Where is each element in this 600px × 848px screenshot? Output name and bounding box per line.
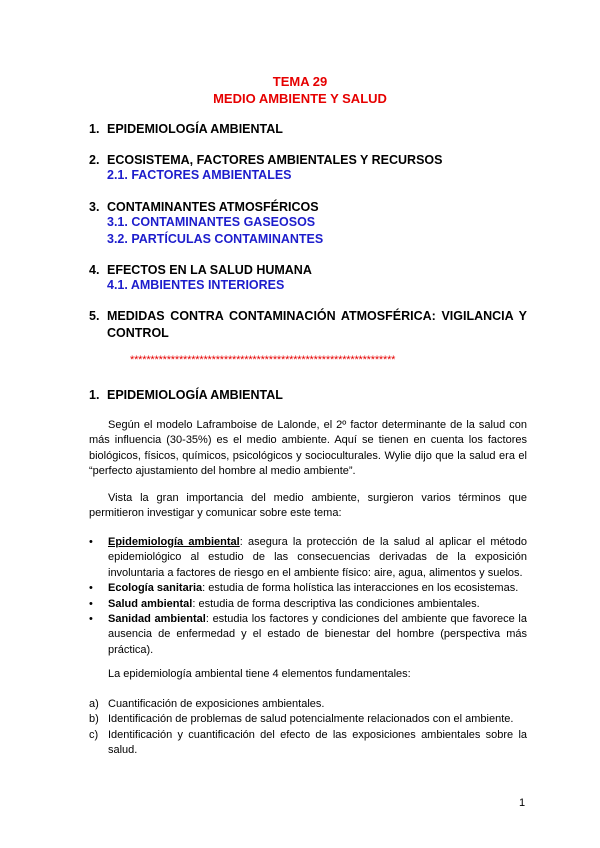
toc-sub-2-1: 2.1. FACTORES AMBIENTALES — [107, 168, 292, 182]
bullet-item — [89, 612, 527, 658]
document-title: MEDIO AMBIENTE Y SALUD — [213, 91, 387, 106]
bullet-icon: • — [89, 582, 93, 595]
toc-item-4: 4. EFECTOS EN LA SALUD HUMANA — [89, 263, 312, 277]
lettered-list — [89, 697, 527, 759]
bullet-item — [89, 597, 527, 612]
paragraph-elementos: La epidemiología ambiental tiene 4 elementos fundamentales: — [108, 668, 411, 680]
bullet-text: : estudia los factores y condiciones del ambiente que favorece la ausencia de enfermedad y el estado de bienestar del hombre (perspectiva más práctica). — [108, 613, 527, 656]
separator-line: ***************************************************************** — [130, 354, 396, 366]
toc-sub-3-1: 3.1. CONTAMINANTES GASEOSOS — [107, 215, 316, 229]
list-item: b) Identificación de problemas de salud potencialmente relacionados con el ambiente. — [89, 713, 514, 726]
toc-item-1: 1. EPIDEMIOLOGÍA AMBIENTAL — [89, 122, 283, 136]
toc-sub-3-2: 3.2. PARTÍCULAS CONTAMINANTES — [107, 232, 324, 246]
bullet-text: : estudia de forma descriptiva las condiciones ambientales. — [192, 597, 480, 610]
bullet-icon: • — [89, 536, 93, 548]
bullet-list — [89, 535, 527, 658]
document-page: TEMA 29 MEDIO AMBIENTE Y SALUD 1. EPIDEMIOLOGÍA AMBIENTAL 2. ECOSISTEMA, FACTORES AMBIENTALES Y RECURSOS 2.1. FACTORES AMBIENTALES 3. CONTAMINANTES ATMOSFÉRICOS 3.1. CONTAMINANTES GASEOSOS 3.2. PARTÍCULAS CONTAMINANTES 4. EFECTOS EN LA SALUD HUMANA 4.1. AMBIENTES INTERIORES 5. MEDIDAS CONTRA CONTAMINACIÓN ATMOSFÉRICA: VIGILANCIA Y CONTROL ***************************************************************** 1. EPIDEMIOLOGÍA AMBIENTAL Según el modelo Laframboise de Lalonde, el 2º factor determinante de la salud con más influencia (30-35%) es el medio ambiente. Aquí se tienen en cuenta los factores biológicos, físicos, químicos, psicológicos y socioculturales. Wylie dijo que la salud era el “perfecto ajustamiento del hombre al medio ambiente”. Vista la gran importancia del medio ambiente, surgieron varios términos que permitieron investigar y comunicar sobre este tema: • Epidemiología ambiental: asegura la protección de la salud al aplicar el método epidemiológico al estudio de las consecuencias derivadas de la exposición involuntaria a factores de riesgo en el ambiente físico: aire, agua, alimentos y suelos. • Ecología sanitaria: estudia de forma holística las interacciones en los ecosistemas. • Salud ambiental: estudia de forma descriptiva las condiciones ambientales. • Sanidad ambiental: estudia los factores y condiciones del ambiente que favorece la ausencia de enfermedad y el estado de bienestar del hombre (perspectiva más práctica). La epidemiología ambiental tiene 4 elementos fundamentales: a) Cuantificación de exposiciones ambientales. b) Identificación de problemas de salud potencialmente relacionados con el ambiente. c) Identificación y cuantificación del efecto de las exposiciones ambientales sobre la salud. 1 — [0, 0, 600, 848]
paragraph-lalonde: Según el modelo Laframboise de Lalonde, el 2º factor determinante de la salud con más influencia (30-35%) es el medio ambiente. Aquí se tienen en cuenta los factores biológicos, físicos, químicos, psicológicos y socioculturales. Wylie dijo que la salud era el “perfecto ajustamiento del hombre al medio ambiente”. — [89, 419, 527, 478]
bullet-icon: • — [89, 613, 93, 626]
section-heading: 1. EPIDEMIOLOGÍA AMBIENTAL — [89, 388, 283, 402]
bullet-term: Salud ambiental — [108, 597, 193, 610]
bullet-item — [89, 535, 527, 581]
toc-item-2: 2. ECOSISTEMA, FACTORES AMBIENTALES Y RECURSOS — [89, 153, 443, 167]
bullet-term: Epidemiología ambiental — [108, 536, 240, 548]
list-item: c) Identificación y cuantificación del efecto de las exposiciones ambientales sobre la salud. — [89, 728, 527, 757]
bullet-icon: • — [89, 597, 93, 610]
tema-number: TEMA 29 — [272, 74, 328, 89]
bullet-term: Sanidad ambiental — [108, 613, 206, 626]
bullet-text: : estudia de forma holística las interacciones en los ecosistemas. — [202, 582, 519, 595]
list-item: a) Cuantificación de exposiciones ambientales. — [89, 698, 325, 710]
toc-item-3: 3. CONTAMINANTES ATMOSFÉRICOS — [89, 200, 319, 214]
bullet-text: : asegura la protección de la salud al aplicar el método epidemiológico al estudio de las consecuencias derivadas de la exposición involuntaria a factores de riesgo en el ambiente físico: aire, agua, alimentos y suelos. — [108, 536, 528, 579]
paragraph-terminos: Vista la gran importancia del medio ambiente, surgieron varios términos que permitieron investigar y comunicar sobre este tema: — [89, 492, 527, 520]
toc-sub-4-1: 4.1. AMBIENTES INTERIORES — [107, 278, 285, 292]
bullet-term: Ecología sanitaria — [108, 582, 203, 595]
page-number: 1 — [519, 797, 526, 809]
bullet-item — [89, 581, 527, 596]
